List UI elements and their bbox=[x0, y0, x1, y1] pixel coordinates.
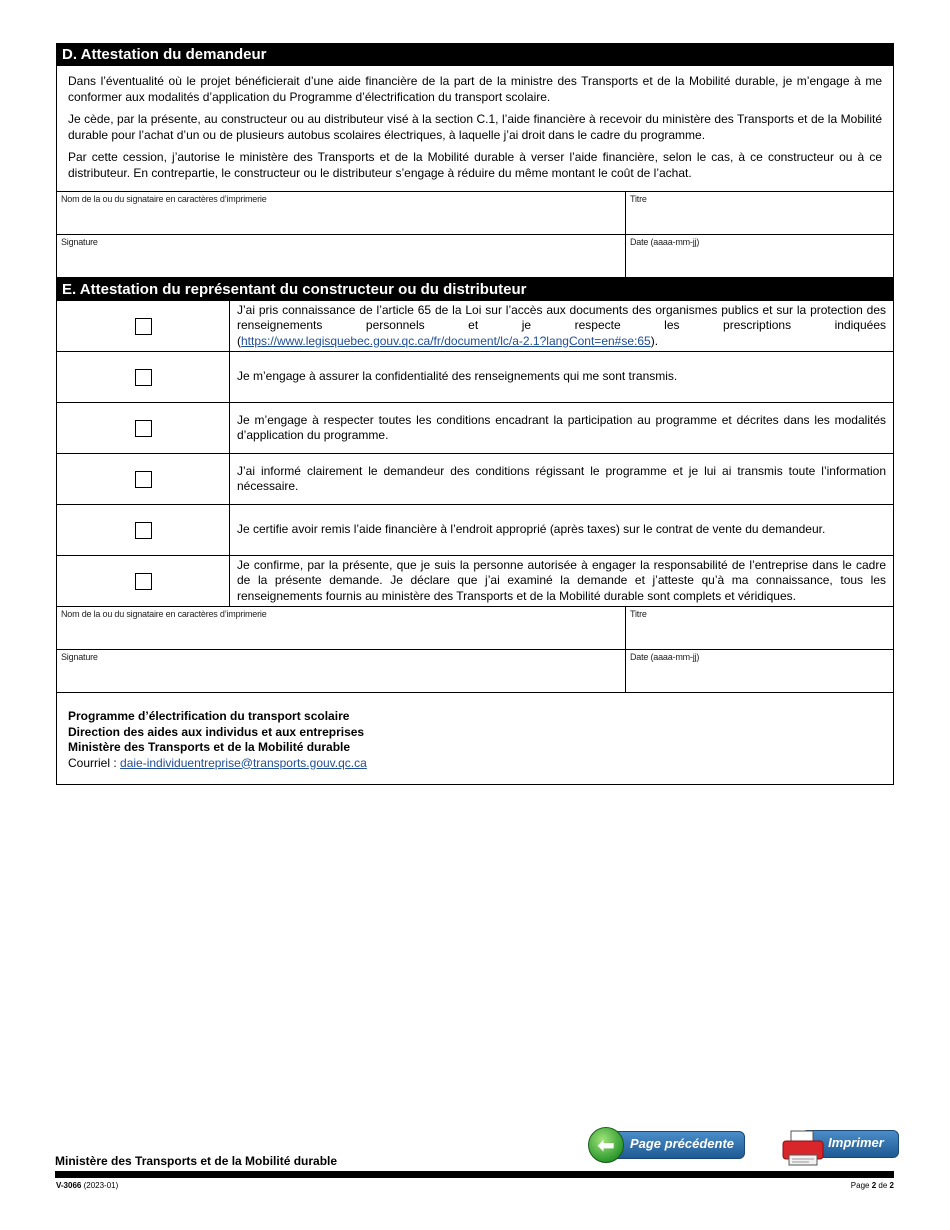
attestation-checkbox-3[interactable] bbox=[135, 420, 152, 437]
attestation-row-4 bbox=[56, 454, 894, 505]
checkbox-cell bbox=[57, 352, 230, 402]
checkbox-cell bbox=[57, 403, 230, 453]
form-code bbox=[56, 1181, 118, 1190]
contact-email-label: Courriel : bbox=[68, 755, 117, 770]
attestation-row-2 bbox=[56, 352, 894, 403]
section-d-name-row bbox=[56, 192, 894, 235]
section-e-date-field[interactable] bbox=[626, 650, 893, 692]
attestation-checkbox-4[interactable] bbox=[135, 471, 152, 488]
contact-email-line bbox=[68, 756, 882, 772]
page-of: de bbox=[878, 1181, 888, 1190]
field-label: Signature bbox=[61, 652, 98, 662]
checkbox-cell bbox=[57, 454, 230, 504]
attestation-text-3: Je m’engage à respecter toutes les conditions encadrant la participation au programme et décrites dans les modalités d’application du programme. bbox=[237, 412, 886, 442]
section-d-date-field[interactable] bbox=[626, 235, 893, 277]
page-number bbox=[851, 1181, 894, 1190]
section-d-name-field[interactable] bbox=[57, 192, 626, 234]
attestation-text-4: J’ai informé clairement le demandeur des conditions régissant le programme et je lui ai transmis toute l’information nécessaire. bbox=[237, 463, 886, 493]
contact-ministry: Ministère des Transports et de la Mobilité durable bbox=[68, 740, 351, 754]
attestation-text-1 bbox=[230, 301, 893, 351]
back-arrow-icon: ⬅ bbox=[588, 1127, 624, 1163]
section-d-text bbox=[56, 66, 894, 192]
contact-email-link[interactable]: daie-individuentreprise@transports.gouv.qc.ca bbox=[120, 755, 367, 770]
previous-page-label: Page précédente bbox=[629, 1136, 735, 1151]
field-label: Date (aaaa-mm-jj) bbox=[630, 652, 700, 662]
field-label: Titre bbox=[630, 609, 647, 619]
print-label: Imprimer bbox=[828, 1135, 884, 1150]
attestation-text-1-before: J’ai pris connaissance de l’article 65 de la Loi sur l’accès aux documents des organismes publics et sur la protection des renseignements personnels et je respecte les prescriptions indiquées ( bbox=[237, 302, 886, 348]
section-e-title-field[interactable] bbox=[626, 607, 893, 649]
attestation-text-1-after: ). bbox=[650, 333, 659, 348]
attestation-checkbox-5[interactable] bbox=[135, 522, 152, 539]
section-d-header: D. Attestation du demandeur bbox=[56, 43, 894, 66]
section-d-paragraph-3: Par cette cession, j’autorise le ministère des Transports et de la Mobilité durable à verser l’aide financière, selon le cas, à ce constructeur ou à ce distributeur. En contrepartie, le constructeur ou le distributeur s’engage à réduire du même montant le coût de l’achat. bbox=[68, 150, 882, 180]
section-e-signature-field[interactable] bbox=[57, 650, 626, 692]
contact-direction: Direction des aides aux individus et aux entreprises bbox=[68, 724, 365, 739]
legisquebec-link[interactable]: https://www.legisquebec.gouv.qc.ca/fr/document/lc/a-2.1?langCont=en#se:65 bbox=[241, 333, 651, 348]
attestation-text-6: Je confirme, par la présente, que je suis la personne autorisée à engager la responsabilité de l’entreprise dans le cadre de la présente demande. Je déclare que j’ai examiné la demande et j’atteste qu’à ma connaissance, tous les renseignements fournis au ministère des Transports et de la Mobilité durable sont complets et véridiques. bbox=[237, 557, 886, 603]
checkbox-cell bbox=[57, 556, 230, 606]
attestation-row-3 bbox=[56, 403, 894, 454]
attestation-checkbox-1[interactable] bbox=[135, 318, 152, 335]
field-label: Signature bbox=[61, 237, 98, 247]
checkbox-cell bbox=[57, 301, 230, 351]
field-label: Nom de la ou du signataire en caractères d’imprimerie bbox=[61, 609, 267, 619]
section-d-signature-row bbox=[56, 235, 894, 278]
section-d-title-field[interactable] bbox=[626, 192, 893, 234]
footer-bar bbox=[55, 1171, 894, 1178]
page-current: 2 bbox=[871, 1181, 877, 1190]
form-code-number: V-3066 bbox=[56, 1181, 82, 1190]
field-label: Nom de la ou du signataire en caractères d’imprimerie bbox=[61, 194, 267, 204]
attestation-row-6 bbox=[56, 556, 894, 607]
attestation-text-5: Je certifie avoir remis l’aide financière à l’endroit approprié (après taxes) sur le contrat de vente du demandeur. bbox=[237, 522, 826, 537]
attestation-checkbox-6[interactable] bbox=[135, 573, 152, 590]
section-e-header: E. Attestation du représentant du constructeur ou du distributeur bbox=[56, 278, 894, 301]
contact-program: Programme d’électrification du transport scolaire bbox=[68, 709, 350, 723]
attestation-checkbox-2[interactable] bbox=[135, 369, 152, 386]
page-word: Page bbox=[850, 1181, 870, 1190]
footer-ministry: Ministère des Transports et de la Mobilité durable bbox=[55, 1154, 338, 1168]
form-code-date: (2023-01) bbox=[83, 1181, 119, 1190]
section-e-signature-row bbox=[56, 650, 894, 693]
field-label: Date (aaaa-mm-jj) bbox=[630, 237, 700, 247]
attestation-row-5 bbox=[56, 505, 894, 556]
page-total: 2 bbox=[889, 1181, 894, 1190]
attestation-text-1-content bbox=[237, 303, 886, 350]
section-d-paragraph-2: Je cède, par la présente, au constructeur ou au distributeur visé à la section C.1, l’aide financière à recevoir du ministère des Transports et de la Mobilité durable pour l’achat d’un ou de plusieurs autobus scolaires électriques, à laquelle j’ai droit dans le cadre du programme. bbox=[68, 112, 882, 142]
printer-icon bbox=[781, 1129, 825, 1167]
previous-page-button[interactable] bbox=[588, 1127, 744, 1163]
attestation-text-2: Je m’engage à assurer la confidentialité des renseignements qui me sont transmis. bbox=[237, 369, 678, 384]
attestation-row-1 bbox=[56, 301, 894, 352]
checkbox-cell bbox=[57, 505, 230, 555]
print-button[interactable] bbox=[781, 1127, 898, 1167]
section-e-name-row bbox=[56, 607, 894, 650]
contact-box bbox=[56, 693, 894, 785]
section-e-name-field[interactable] bbox=[57, 607, 626, 649]
section-d-signature-field[interactable] bbox=[57, 235, 626, 277]
section-d-paragraph-1: Dans l’éventualité où le projet bénéficierait d’une aide financière de la part de la ministre des Transports et de la Mobilité durable, je m’engage à me conformer aux modalités d’application du Programme d’électrification du transport scolaire. bbox=[68, 74, 882, 104]
form bbox=[56, 43, 894, 785]
field-label: Titre bbox=[630, 194, 647, 204]
